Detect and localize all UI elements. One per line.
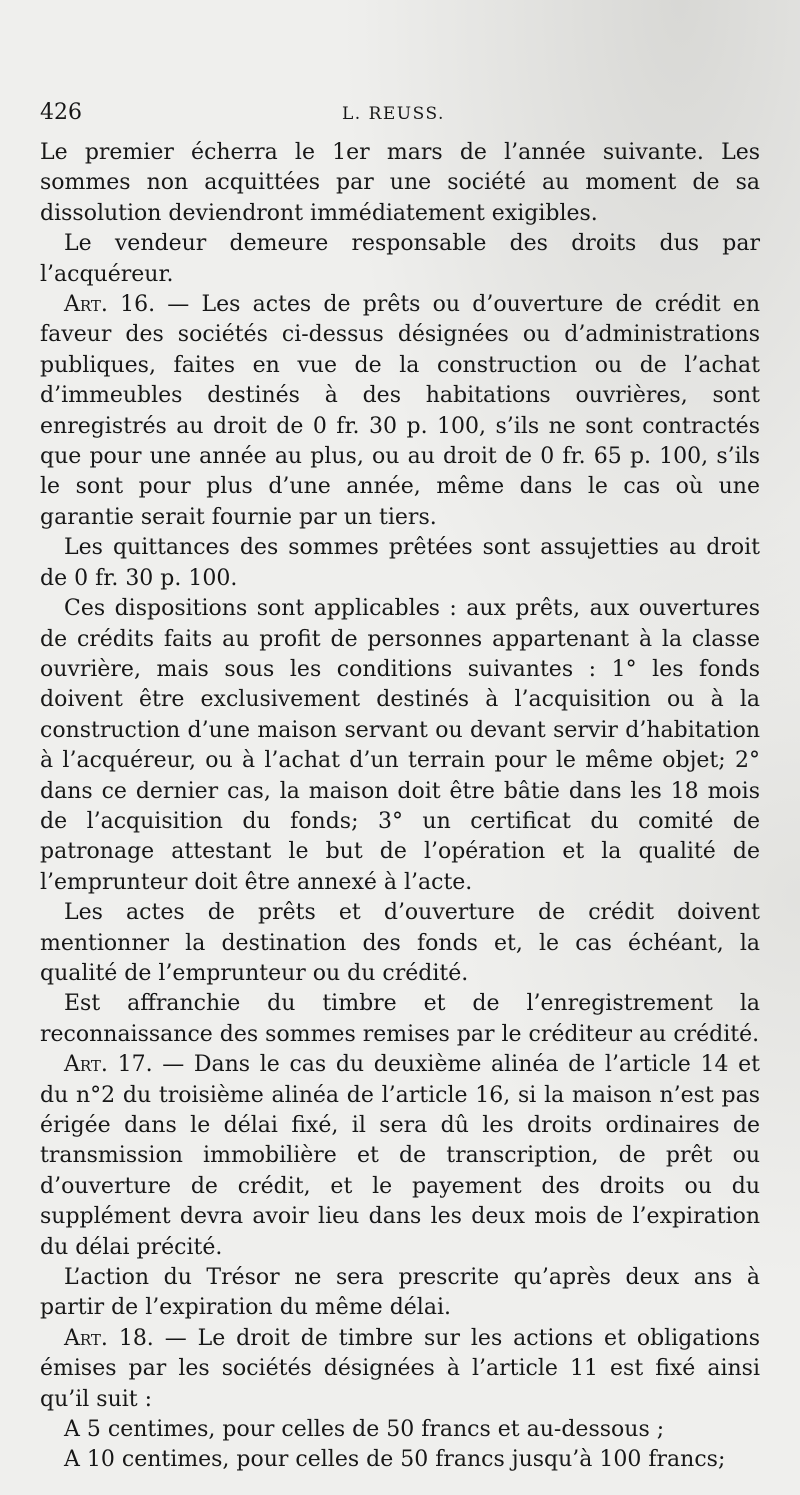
paragraph-rate-10: A 10 centimes, pour celles de 50 francs jusqu’à 100 francs; (64, 1447, 726, 1473)
paragraph-receipts: Les quittances des sommes prêtées sont assujetties au droit de 0 fr. 30 p. 100. (40, 535, 760, 591)
paragraph-article-17 (40, 1050, 760, 1263)
article-18-text: — Le droit de timbre sur les actions et obligations émises par les sociétés désignées à l’article 11 est fixé ainsi qu’il suit : (40, 1325, 760, 1412)
paragraph-article-18 (40, 1324, 760, 1415)
paragraph-rate-5: A 5 centimes, pour celles de 50 francs et au-dessous ; (64, 1417, 665, 1443)
page-number: 426 (40, 100, 82, 125)
article-heading-18: Art. 18. (64, 1325, 154, 1351)
body-text (40, 138, 760, 1476)
article-heading-16: Art. 16. (64, 292, 156, 318)
paragraph-payment-date: Le premier écherra le 1er mars de l’année suivante. Les sommes non acquittées par une société au moment de sa dissolution deviendront immédiatement exigibles. (40, 140, 760, 226)
paragraph-seller-responsibility: Le vendeur demeure responsable des droits dus par l’acquéreur. (40, 231, 760, 287)
paragraph-conditions: Ces dispositions sont applicables : aux prêts, aux ouvertures de crédits faits au profit de personnes appartenant à la classe ouvrière, mais sous les conditions suivantes : 1° les fonds doivent être exclusivement destinés à l’acquisition ou à la construction d’une maison servant ou devant servir d’habitation à l’acquéreur, ou à l’achat d’un terrain pour le même objet; 2° dans ce dernier cas, la maison doit être bâtie dans les 18 mois de l’acquisition du fonds; 3° un certificat du comité de patronage attestant le but de l’opération et la qualité de l’emprunteur doit être annexé à l’acte. (40, 596, 760, 895)
article-17-text: — Dans le cas du deuxième alinéa de l’article 14 et du n°2 du troisième alinéa de l’article 16, si la maison n’est pas érigée dans le délai fixé, il sera dû les droits ordinaires de transmission immobilière et de transcription, de prêt ou d’ouverture de crédit, et le payement des droits ou du supplément devra avoir lieu dans les deux mois de l’expiration du délai précité. (40, 1052, 760, 1260)
paragraph-article-16 (40, 290, 760, 533)
running-head-author: L. REUSS. (342, 104, 445, 124)
paragraph-treasury-action: L’action du Trésor ne sera prescrite qu’après deux ans à partir de l’expiration du même délai. (40, 1265, 760, 1321)
paragraph-stamp-exemption: Est affranchie du timbre et de l’enregistrement la reconnaissance des sommes remises par le créditeur au crédité. (40, 991, 760, 1047)
article-heading-17: Art. 17. (64, 1052, 153, 1078)
article-16-text: — Les actes de prêts ou d’ouverture de crédit en faveur des sociétés ci-dessus désignées ou d’administrations publiques, faites en vue de la construction ou de l’achat d’immeubles destinés à des habitations ouvrières, sont enregistrés au droit de 0 fr. 30 p. 100, s’ils ne sont contractés que pour une année au plus, ou au droit de 0 fr. 65 p. 100, s’ils le sont pour plus d’une année, même dans le cas où une garantie serait fournie par un tiers. (40, 292, 760, 530)
running-head (40, 98, 760, 138)
paragraph-loan-deeds: Les actes de prêts et d’ouverture de crédit doivent mentionner la destination des fonds et, le cas échéant, la qualité de l’emprunteur ou du crédité. (40, 900, 760, 986)
